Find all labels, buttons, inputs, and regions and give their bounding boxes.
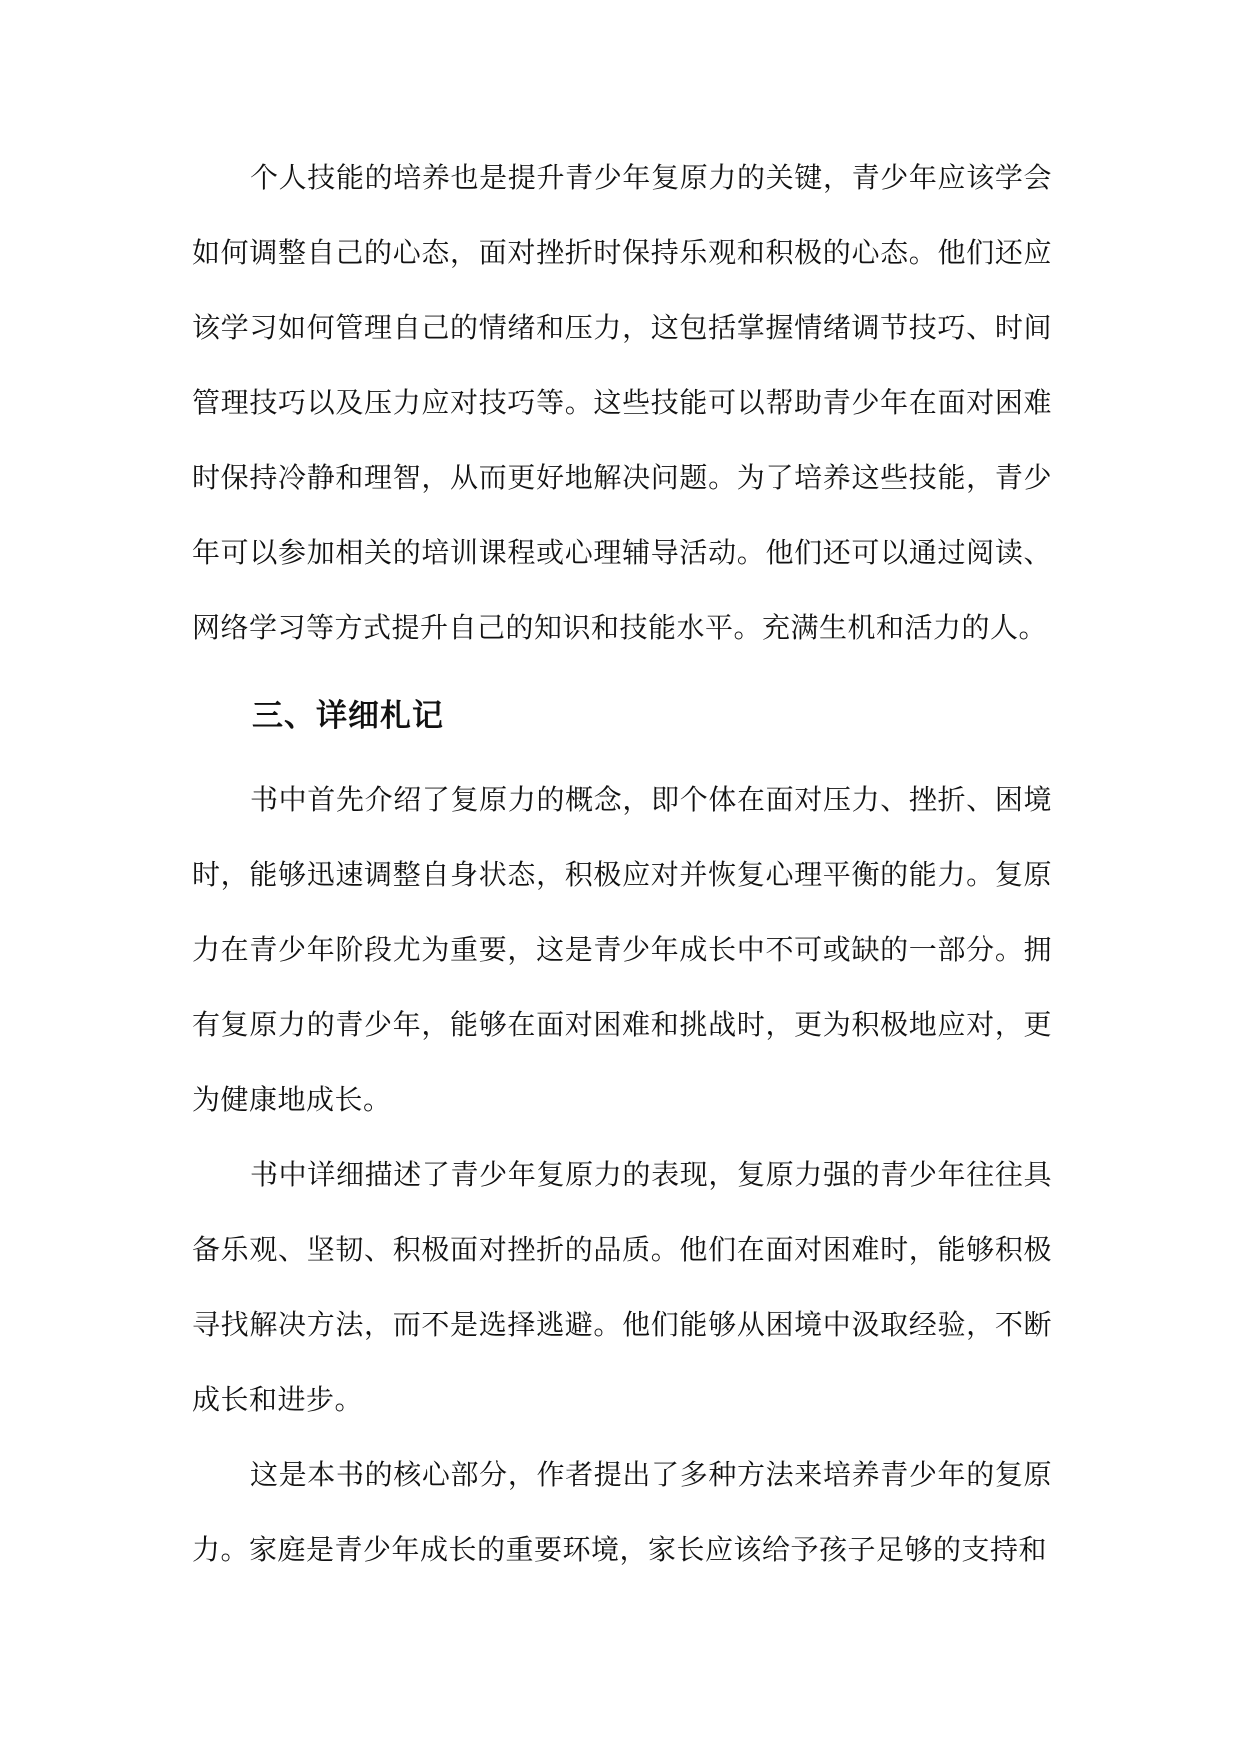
- section-heading: 三、详细札记: [252, 698, 444, 734]
- paragraph-personal-skills: 个人技能的培养也是提升青少年复原力的关键，青少年应该学会如何调整自己的心态，面对挫折时保持乐观和积极的心态。他们还应该学习如何管理自己的情绪和压力，这包括掌握情绪调节技巧、时间管理技巧以及压力应对技巧等。这些技能可以帮助青少年在面对困难时保持冷静和理智，从而更好地解决问题。为了培养这些技能，青少年可以参加相关的培训课程或心理辅导活动。他们还可以通过阅读、网络学习等方式提升自己的知识和技能水平。充满生机和活力的人。: [192, 161, 1052, 644]
- document-body: [192, 140, 1052, 1587]
- paragraph-resilience-concept: 书中首先介绍了复原力的概念，即个体在面对压力、挫折、困境时，能够迅速调整自身状态，积极应对并恢复心理平衡的能力。复原力在青少年阶段尤为重要，这是青少年成长中不可或缺的一部分。拥有复原力的青少年，能够在面对困难和挑战时，更为积极地应对，更为健康地成长。: [192, 783, 1052, 1116]
- paragraph-core-methods: 这是本书的核心部分，作者提出了多种方法来培养青少年的复原力。家庭是青少年成长的重要环境，家长应该给予孩子足够的支持和: [192, 1458, 1052, 1566]
- paragraph-resilience-traits: 书中详细描述了青少年复原力的表现，复原力强的青少年往往具备乐观、坚韧、积极面对挫折的品质。他们在面对困难时，能够积极寻找解决方法，而不是选择逃避。他们能够从困境中汲取经验，不断成长和进步。: [192, 1158, 1052, 1416]
